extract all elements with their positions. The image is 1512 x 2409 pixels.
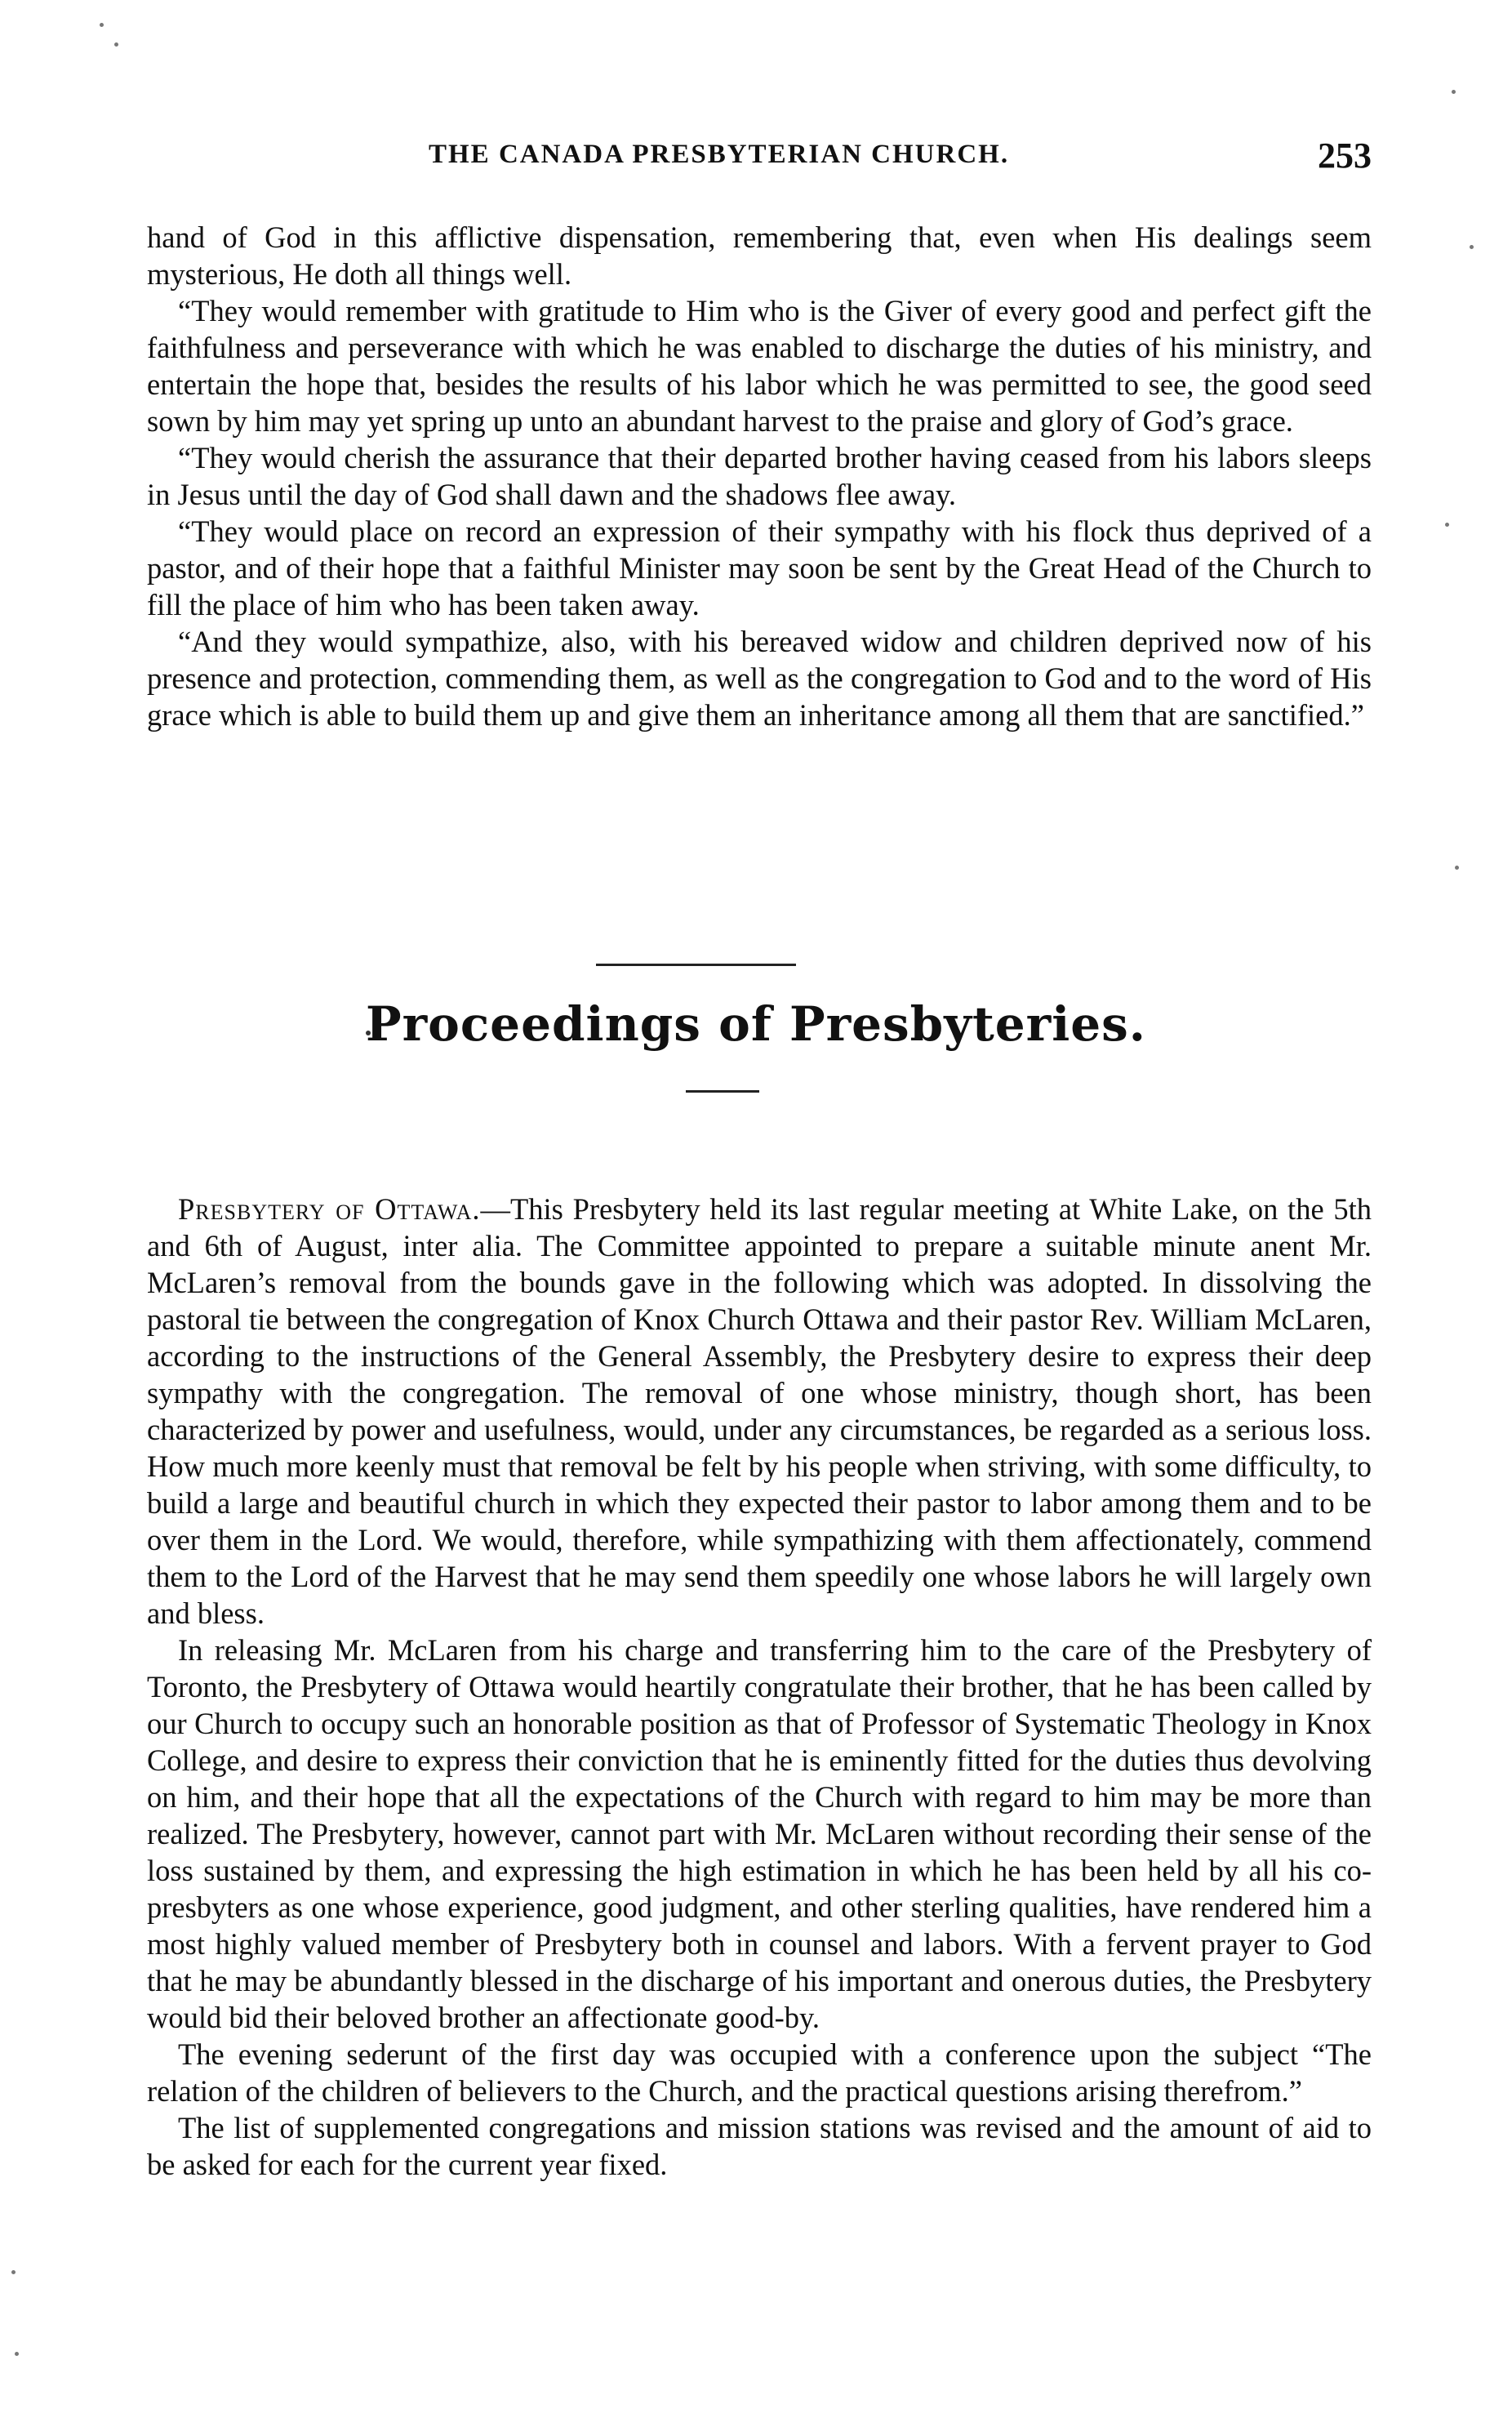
scan-speck: [1455, 866, 1459, 870]
paragraph: [147, 1191, 1372, 1632]
scan-speck: [11, 2270, 16, 2274]
paragraph: “They would remember with gratitude to Him who is the Giver of every good and perfect gift the faithfulness and perseverance with which he was enabled to discharge the duties of his ministry, and entertain the hope that, besides the results of his labor which he was permitted to see, the good seed sown by him may yet spring up unto an abundant harvest to the praise and glory of God’s grace.: [147, 294, 1372, 438]
scan-speck: [1445, 523, 1449, 527]
paragraph-body: —This Presbytery held its last regular meeting at White Lake, on the 5th and 6th of August, inter alia. The Committee appointed to prepare a suitable minute anent Mr. McLaren’s removal from the bounds gave in the following which was adopted. In dissolving the pastoral tie between the congregation of Knox Church Ottawa and their pastor Rev. William McLaren, according to the instructions of the General Assembly, the Presbytery desire to express their deep sympathy with the congregation. The removal of one whose ministry, though short, has been characterized by power and usefulness, would, under any circumstances, be regarded as a serious loss. How much more keenly must that removal be felt by his people when striving, with some difficulty, to build a large and beautiful church in which they expected their pastor to labor among them and to be over them in the Lord. We would, therefore, while sympathizing with them affectionately, commend them to the Lord of the Harvest that he may send them speedily one whose labors he will largely own and bless.: [147, 1192, 1372, 1630]
presbytery-name: Presbytery of Ottawa.: [178, 1192, 481, 1226]
presbytery-proceedings-text: [147, 1191, 1372, 2183]
scan-speck: [15, 2352, 19, 2356]
paragraph: “They would cherish the assurance that their departed brother having ceased from his labors sleeps in Jesus until the day of God shall dawn and the shadows flee away.: [147, 441, 1372, 511]
paragraph: hand of God in this afflictive dispensation, remembering that, even when His dealings seem mysterious, He doth all things well.: [147, 220, 1372, 291]
section-divider-top: [596, 964, 796, 966]
scan-speck: [1470, 245, 1474, 249]
continued-resolution-text: [147, 219, 1372, 733]
page-number: 253: [1318, 136, 1372, 176]
scan-speck: [100, 23, 104, 27]
paragraph: In releasing Mr. McLaren from his charge and transferring him to the care of the Presbytery of Toronto, the Presbytery of Ottawa would heartily congratulate their brother, that he has been called by our Church to occupy such an honorable position as that of Professor of Systematic Theology in Knox College, and desire to express their conviction that he is eminently fitted for the duties thus devolving on him, and their hope that all the expectations of the Church with regard to him may be more than realized. The Presbytery, however, cannot part with Mr. McLaren without recording their sense of the loss sustained by them, and expressing the high estimation in which he has been held by all his co-presbyters as one whose experience, good judgment, and other sterling qualities, have rendered him a most highly valued member of Presbytery both in counsel and labors. With a fervent prayer to God that he may be abundantly blessed in the discharge of his important and onerous duties, the Presbytery would bid their beloved brother an affectionate good-by.: [147, 1633, 1372, 2034]
section-divider-bottom: [686, 1090, 759, 1093]
paragraph: The evening sederunt of the first day was occupied with a conference upon the subject “The relation of the children of believers to the Church, and the practical questions arising therefrom.”: [147, 2037, 1372, 2108]
running-head: [147, 135, 1372, 184]
paragraph: The list of supplemented congregations and mission stations was revised and the amount of aid to be asked for each for the current year fixed.: [147, 2111, 1372, 2181]
section-heading: Proceedings of Presbyteries.: [366, 996, 1146, 1052]
scan-speck: [1452, 90, 1456, 94]
paragraph: “They would place on record an expression of their sympathy with his flock thus deprived of a pastor, and of their hope that a faithful Minister may soon be sent by the Great Head of the Church to fill the place of him who has been taken away.: [147, 514, 1372, 621]
running-title: THE CANADA PRESBYTERIAN CHURCH.: [429, 140, 1010, 169]
paragraph: “And they would sympathize, also, with his bereaved widow and children deprived now of his presence and protection, commending them, as well as the congregation to God and to the word of His grace which is able to build them up and give them an inheritance among all them that are sanctified.”: [147, 625, 1372, 732]
scan-speck: [114, 42, 118, 47]
